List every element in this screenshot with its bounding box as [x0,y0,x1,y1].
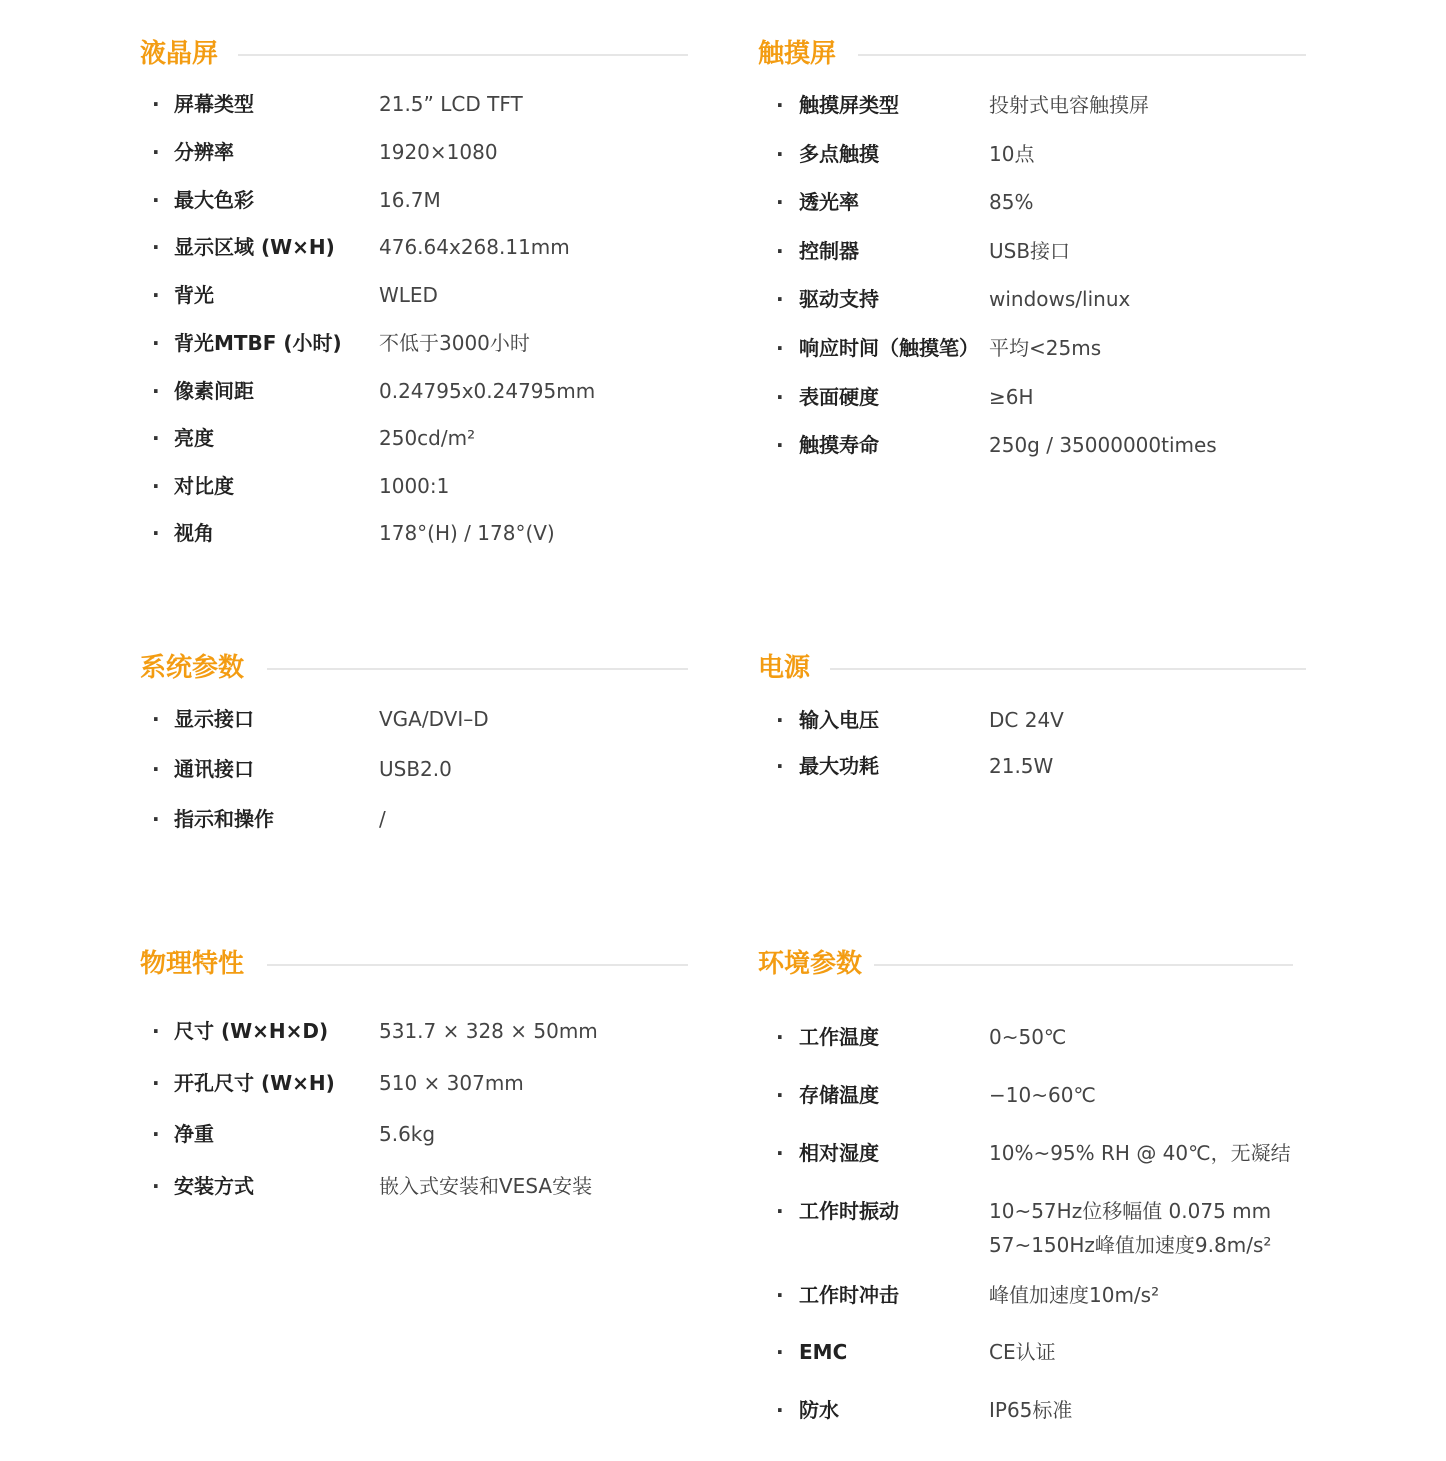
section-power [758,650,1306,778]
bullet: · [152,283,160,307]
section-header [758,36,1306,72]
bullet: · [776,1141,784,1165]
section-lcd [140,36,688,545]
spec-label: 视角 [174,521,214,545]
spec-value: 嵌入式安装和VESA安装 [379,1174,593,1198]
bullet: · [776,754,784,778]
spec-row [758,751,1306,781]
spec-label: 净重 [174,1122,214,1146]
section-divider [238,54,688,56]
spec-label: 背光 [174,283,214,307]
bullet: · [776,142,784,166]
spec-value: 85% [989,190,1034,214]
spec-row [758,1138,1293,1168]
spec-value: 250cd/m² [379,426,476,450]
section-title: 触摸屏 [758,39,837,69]
spec-value: 476.64x268.11mm [379,235,570,259]
bullet: · [152,807,160,831]
bullet: · [776,1283,784,1307]
bullet: · [152,426,160,450]
spec-row [758,187,1306,217]
spec-label: 像素间距 [174,379,254,403]
spec-row [758,382,1306,412]
spec-row [140,704,688,734]
spec-label: 尺寸 (W×H×D) [174,1019,329,1043]
spec-label: 对比度 [174,474,234,498]
spec-label: 触摸屏类型 [799,93,899,117]
bullet: · [776,385,784,409]
spec-label: 通讯接口 [174,757,254,781]
spec-value: −10~60℃ [989,1083,1096,1107]
spec-label: 相对湿度 [799,1141,879,1165]
bullet: · [776,287,784,311]
spec-label: 控制器 [799,239,859,263]
spec-value: IP65标准 [989,1398,1073,1422]
spec-value-line2: 57~150Hz峰值加速度9.8m/s² [989,1233,1272,1257]
spec-row [758,1196,1293,1262]
spec-row [758,284,1306,314]
bullet: · [152,521,160,545]
spec-value: 1000:1 [379,474,450,498]
spec-label: 表面硬度 [799,385,879,409]
bullet: · [152,707,160,731]
spec-row [758,236,1306,266]
bullet: · [776,1083,784,1107]
section-title: 电源 [758,653,811,683]
spec-value: 21.5” LCD TFT [379,92,523,116]
section-header [758,946,1293,982]
bullet: · [776,190,784,214]
spec-row [140,89,688,119]
spec-row [758,1337,1293,1367]
spec-value: 10%~95% RH @ 40℃，无凝结 [989,1141,1291,1165]
spec-row [140,754,688,784]
spec-row [140,1068,688,1098]
spec-value: windows/linux [989,287,1131,311]
spec-label: 多点触摸 [799,142,879,166]
spec-row [140,232,688,262]
section-header [140,946,688,982]
spec-label: 亮度 [174,426,214,450]
bullet: · [776,433,784,457]
spec-label: 驱动支持 [799,287,879,311]
bullet: · [152,474,160,498]
bullet: · [776,336,784,360]
spec-row [758,333,1306,363]
spec-value: ≥6H [989,385,1034,409]
spec-label: 指示和操作 [174,807,274,831]
spec-label: 透光率 [799,190,859,214]
section-header [140,36,688,72]
spec-label: EMC [799,1340,848,1364]
spec-value: WLED [379,283,438,307]
spec-value: 21.5W [989,754,1054,778]
spec-row [140,518,688,548]
bullet: · [152,92,160,116]
spec-row [140,280,688,310]
spec-value: 531.7 × 328 × 50mm [379,1019,598,1043]
spec-label: 工作时冲击 [799,1283,899,1307]
bullet: · [776,1025,784,1049]
bullet: · [152,379,160,403]
bullet: · [776,1398,784,1422]
spec-value: 510 × 307mm [379,1071,524,1095]
bullet: · [152,188,160,212]
spec-row [140,471,688,501]
spec-row [140,423,688,453]
bullet: · [776,93,784,117]
section-physical [140,946,688,1198]
spec-row [758,1080,1293,1110]
bullet: · [776,708,784,732]
spec-value: USB接口 [989,239,1071,263]
spec-value: 峰值加速度10m/s² [989,1283,1160,1307]
spec-label: 分辨率 [174,140,234,164]
spec-label: 工作温度 [799,1025,879,1049]
bullet: · [152,1071,160,1095]
spec-row [140,1171,688,1201]
section-title: 系统参数 [140,653,245,683]
section-touch [758,36,1306,457]
spec-row [140,185,688,215]
spec-row [140,1016,688,1046]
spec-value: / [379,807,386,831]
section-divider [830,668,1306,670]
section-divider [858,54,1306,56]
spec-row [140,137,688,167]
spec-value: VGA/DVI–D [379,707,489,731]
spec-value: 投射式电容触摸屏 [989,93,1149,117]
section-title: 物理特性 [140,949,245,979]
spec-value: 平均<25ms [989,336,1102,360]
spec-row [758,139,1306,169]
bullet: · [152,331,160,355]
section-header [140,650,688,686]
spec-row [140,804,688,834]
spec-row [758,1280,1293,1310]
spec-row [758,705,1306,735]
spec-value: 5.6kg [379,1122,436,1146]
spec-value: DC 24V [989,708,1064,732]
spec-label: 存储温度 [799,1083,879,1107]
spec-value: 10点 [989,142,1035,166]
section-environment [758,946,1293,1422]
spec-row [758,1395,1293,1425]
spec-value: 250g / 35000000times [989,433,1217,457]
section-title: 环境参数 [758,949,863,979]
spec-label: 背光MTBF (小时) [174,331,342,355]
bullet: · [776,239,784,263]
bullet: · [776,1340,784,1364]
spec-label: 工作时振动 [799,1199,899,1223]
spec-value: 不低于3000小时 [379,331,530,355]
bullet: · [776,1199,784,1223]
spec-label: 安装方式 [174,1174,254,1198]
spec-value: 10~57Hz位移幅值 0.075 mm [989,1199,1272,1223]
spec-row [758,1022,1293,1052]
spec-value: 0~50℃ [989,1025,1067,1049]
spec-value: 0.24795x0.24795mm [379,379,596,403]
spec-label: 防水 [799,1398,839,1422]
spec-row [758,90,1306,120]
section-header [758,650,1306,686]
spec-label: 开孔尺寸 (W×H) [174,1071,335,1095]
spec-value: CE认证 [989,1340,1056,1364]
section-divider [267,668,688,670]
spec-value: USB2.0 [379,757,452,781]
spec-label: 最大功耗 [799,754,879,778]
spec-label: 输入电压 [799,708,879,732]
bullet: · [152,1122,160,1146]
bullet: · [152,1174,160,1198]
section-title: 液晶屏 [140,39,219,69]
section-system [140,650,688,831]
spec-row [758,430,1306,460]
spec-row [140,376,688,406]
spec-value: 1920×1080 [379,140,498,164]
spec-label: 显示区域 (W×H) [174,235,335,259]
spec-row [140,328,688,358]
spec-label: 屏幕类型 [174,92,254,116]
spec-label: 响应时间（触摸笔） [799,336,979,360]
section-divider [267,964,688,966]
spec-row [140,1119,688,1149]
section-divider [874,964,1293,966]
bullet: · [152,235,160,259]
bullet: · [152,140,160,164]
bullet: · [152,1019,160,1043]
spec-value: 16.7M [379,188,441,212]
spec-label: 触摸寿命 [799,433,879,457]
spec-label: 最大色彩 [174,188,254,212]
spec-value: 178°(H) / 178°(V) [379,521,555,545]
bullet: · [152,757,160,781]
spec-label: 显示接口 [174,707,254,731]
